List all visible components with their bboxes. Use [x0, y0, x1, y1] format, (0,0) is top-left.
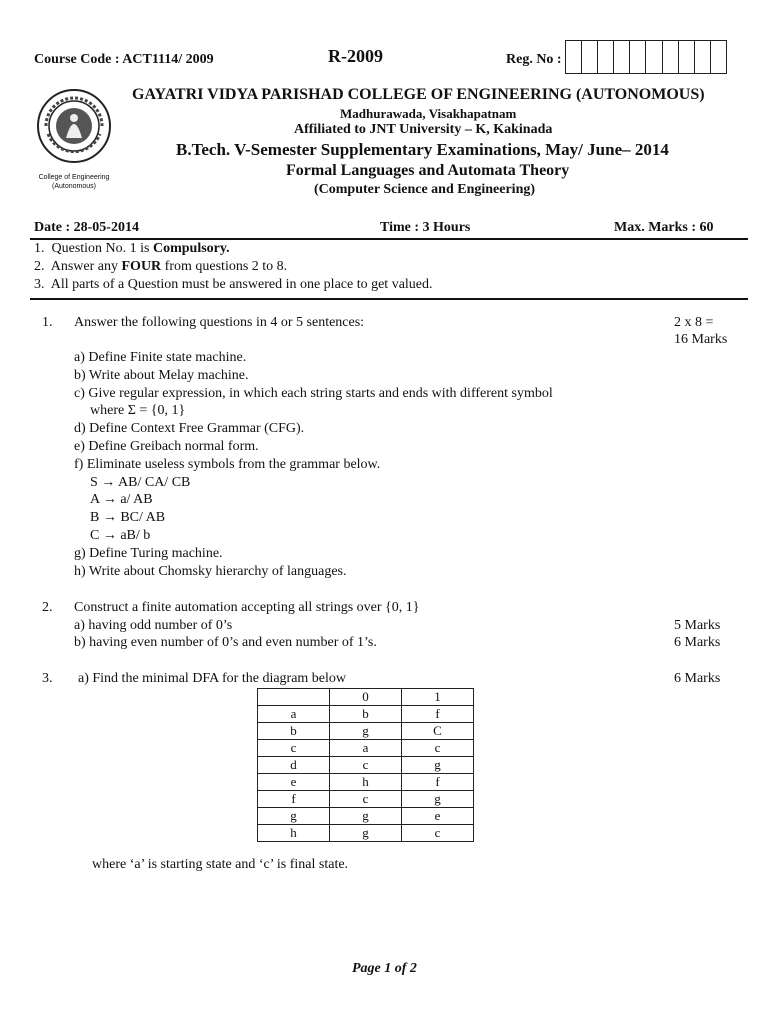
reg-cell [695, 41, 711, 73]
table-row [258, 791, 474, 808]
table-row [258, 774, 474, 791]
table-row [258, 757, 474, 774]
q3-note: where ‘a’ is starting state and ‘c’ is final state. [92, 857, 349, 872]
table-cell: c [402, 825, 474, 842]
q1-part: f) Eliminate useless symbols from the grammar below. [74, 457, 381, 472]
instruction-text: Question No. 1 is [51, 241, 153, 256]
logo-caption-line: (Autonomous) [52, 183, 96, 190]
q1-number: 1. [42, 315, 53, 330]
college-seal-icon [36, 88, 112, 164]
table-cell: d [258, 757, 330, 774]
table-row [258, 706, 474, 723]
table-cell: c [330, 791, 402, 808]
table-cell: a [330, 740, 402, 757]
q2-text: Construct a finite automation accepting all strings over {0, 1} [74, 600, 420, 615]
table-cell: f [402, 706, 474, 723]
affiliation: Affiliated to JNT University – K, Kakinada [294, 122, 553, 137]
table-cell: f [258, 791, 330, 808]
q2-marks: 6 Marks [674, 635, 721, 650]
reg-no-label: Reg. No : [506, 52, 562, 67]
dfa-transition-table [257, 688, 474, 842]
table-cell: e [258, 774, 330, 791]
reg-cell [582, 41, 598, 73]
table-header-row [258, 689, 474, 706]
exam-time: Time : 3 Hours [380, 220, 471, 235]
table-cell: c [402, 740, 474, 757]
q1-part: h) Write about Chomsky hierarchy of languages. [74, 564, 347, 579]
instruction-num: 3. [34, 277, 45, 292]
reg-cell [630, 41, 646, 73]
instruction-text: from questions 2 to 8. [161, 259, 288, 274]
instruction-3 [34, 277, 433, 293]
q2-part: b) having even number of 0’s and even number of 1’s. [74, 635, 377, 650]
table-cell: g [258, 808, 330, 825]
table-cell: a [258, 706, 330, 723]
table-row [258, 723, 474, 740]
reg-cell [614, 41, 630, 73]
grammar-rule: A → a/ AB [90, 492, 153, 507]
college-location: Madhurawada, Visakhapatnam [340, 106, 517, 121]
exam-title: B.Tech. V-Semester Supplementary Examinations, May/ June– 2014 [176, 140, 669, 159]
table-cell: h [330, 774, 402, 791]
reg-cell [566, 41, 582, 73]
table-cell: c [258, 740, 330, 757]
college-name: GAYATRI VIDYA PARISHAD COLLEGE OF ENGINEERING (AUTONOMOUS) [132, 86, 705, 103]
instruction-num: 2. [34, 259, 45, 274]
reg-cell [598, 41, 614, 73]
q1-part: c) Give regular expression, in which each string starts and ends with different symbol [74, 386, 553, 401]
q1-marks: 16 Marks [674, 332, 728, 347]
q1-part: where Σ = {0, 1} [90, 403, 186, 418]
divider [30, 238, 748, 240]
q2-part: a) having odd number of 0’s [74, 618, 233, 633]
table-cell: g [330, 825, 402, 842]
table-cell: g [402, 791, 474, 808]
instruction-text: All parts of a Question must be answered in one place to get valued. [50, 277, 433, 292]
table-cell: g [330, 723, 402, 740]
instruction-num: 1. [34, 241, 45, 256]
table-cell: h [258, 825, 330, 842]
reg-cell [711, 41, 726, 73]
table-cell: e [402, 808, 474, 825]
grammar-rule: S → AB/ CA/ CB [90, 475, 191, 490]
table-cell: g [330, 808, 402, 825]
reg-cell [646, 41, 662, 73]
instruction-bold: Compulsory. [153, 241, 230, 256]
q1-part: g) Define Turing machine. [74, 546, 223, 561]
table-row [258, 740, 474, 757]
reg-cell [663, 41, 679, 73]
logo-caption-line: College of Engineering [38, 174, 110, 181]
q1-text: Answer the following questions in 4 or 5 sentences: [74, 315, 365, 330]
q1-part: d) Define Context Free Grammar (CFG). [74, 421, 305, 436]
reg-no-boxes [565, 40, 727, 74]
reg-cell [679, 41, 695, 73]
table-cell: b [330, 706, 402, 723]
logo-caption [28, 173, 120, 191]
table-row [258, 808, 474, 825]
q1-part: b) Write about Melay machine. [74, 368, 249, 383]
table-row [258, 825, 474, 842]
course-code: Course Code : ACT1114/ 2009 [34, 52, 214, 67]
q2-marks: 5 Marks [674, 618, 721, 633]
table-cell: C [402, 723, 474, 740]
q3-number: 3. [42, 671, 53, 686]
grammar-rule: C → aB/ b [90, 528, 151, 543]
q3-marks: 6 Marks [674, 671, 721, 686]
exam-date: Date : 28-05-2014 [34, 220, 139, 235]
instruction-1 [34, 241, 230, 257]
table-cell: b [258, 723, 330, 740]
q1-part: e) Define Greibach normal form. [74, 439, 259, 454]
divider [30, 298, 748, 300]
instruction-bold: FOUR [121, 259, 162, 274]
table-cell: g [402, 757, 474, 774]
table-cell: c [330, 757, 402, 774]
max-marks: Max. Marks : 60 [614, 220, 714, 235]
q1-marks: 2 x 8 = [674, 315, 714, 330]
instruction-2 [34, 259, 287, 275]
instruction-text: Answer any [50, 259, 122, 274]
q1-part: a) Define Finite state machine. [74, 350, 247, 365]
q3-text: a) Find the minimal DFA for the diagram below [78, 671, 347, 686]
branch: (Computer Science and Engineering) [314, 182, 536, 197]
grammar-rule: B → BC/ AB [90, 510, 166, 525]
table-header-cell [258, 689, 330, 706]
regulation: R-2009 [328, 46, 383, 66]
table-header-cell: 1 [402, 689, 474, 706]
q2-number: 2. [42, 600, 53, 615]
subject-title: Formal Languages and Automata Theory [286, 162, 570, 179]
table-header-cell: 0 [330, 689, 402, 706]
page-number: Page 1 of 2 [352, 961, 417, 976]
table-cell: f [402, 774, 474, 791]
